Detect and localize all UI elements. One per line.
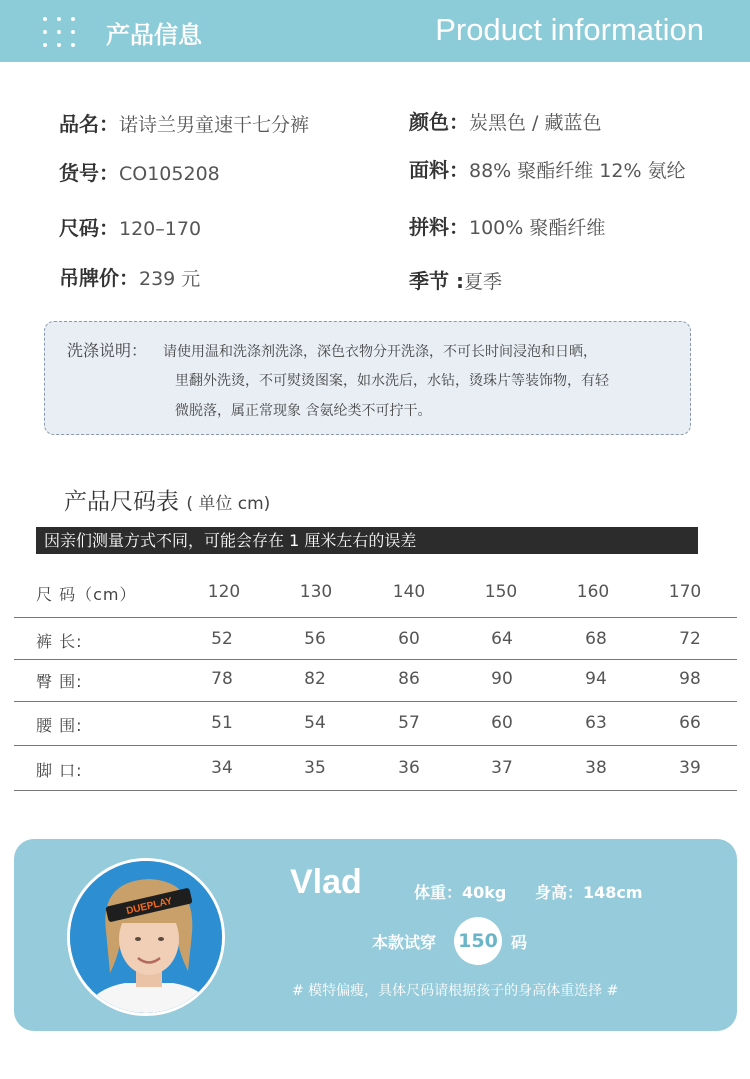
table-cell: 35 [304, 758, 326, 778]
table-cell: 38 [585, 758, 607, 778]
info-size: 尺码：120–170 [59, 216, 202, 240]
table-cell: 68 [585, 629, 607, 649]
table-cell: 86 [398, 669, 420, 689]
table-cell: 60 [491, 713, 513, 733]
table-cell: 54 [304, 713, 326, 733]
page-header [0, 0, 750, 62]
size-header-label: 尺 码（cm） [36, 585, 137, 604]
table-divider [14, 701, 737, 702]
table-cell: 94 [585, 669, 607, 689]
table-cell: 60 [398, 629, 420, 649]
size-chart-title: 产品尺码表 ( 单位 cm) [64, 489, 271, 515]
table-cell: 90 [491, 669, 513, 689]
table-cell: 37 [491, 758, 513, 778]
table-cell: 72 [679, 629, 701, 649]
table-cell: 56 [304, 629, 326, 649]
wash-instructions-box [44, 321, 691, 435]
info-price: 吊牌价：239 元 [59, 266, 201, 290]
info-sku: 货号：CO105208 [59, 161, 220, 185]
info-panel: 拼料：100% 聚酯纤维 [409, 215, 606, 239]
table-row [14, 713, 737, 757]
headband-logo-text: DUEPLAY [125, 895, 174, 918]
table-divider [14, 659, 737, 660]
table-divider [14, 617, 737, 618]
try-on-size-badge: 150 [454, 917, 502, 965]
table-cell: 39 [679, 758, 701, 778]
size-col-header: 120 [207, 582, 241, 602]
table-cell: 63 [585, 713, 607, 733]
size-col-header: 160 [576, 582, 610, 602]
wash-label: 洗涤说明： [67, 341, 148, 360]
row-label: 腰 围: [36, 716, 83, 735]
size-col-header: 150 [484, 582, 518, 602]
table-row [14, 758, 737, 802]
model-size-note: # 模特偏瘦，具体尺码请根据孩子的身高体重选择 # [292, 983, 619, 999]
model-height: 身高：148cm [535, 883, 643, 902]
model-photo-illustration [70, 861, 225, 1016]
info-color: 颜色：炭黑色 / 藏蓝色 [409, 110, 602, 134]
model-avatar [67, 858, 225, 1016]
table-divider [14, 745, 737, 746]
model-card [14, 839, 737, 1031]
table-divider [14, 790, 737, 791]
header-title-en: Product information [435, 12, 704, 47]
table-cell: 66 [679, 713, 701, 733]
table-cell: 36 [398, 758, 420, 778]
table-row [14, 669, 737, 713]
table-cell: 98 [679, 669, 701, 689]
info-name: 品名：诺诗兰男童速干七分裤 [59, 112, 310, 136]
table-cell: 64 [491, 629, 513, 649]
wash-line-2: 里翻外洗烫，不可熨烫图案，如水洗后，水钻，烫珠片等装饰物，有轻 [175, 373, 609, 389]
measurement-notice: 因亲们测量方式不同，可能会存在 1 厘米左右的误差 [36, 527, 698, 554]
table-cell: 34 [211, 758, 233, 778]
try-on-unit: 码 [511, 933, 528, 952]
table-cell: 78 [211, 669, 233, 689]
info-fabric: 面料：88% 聚酯纤维 12% 氨纶 [409, 158, 686, 182]
row-label: 脚 口: [36, 761, 83, 780]
size-col-header: 130 [299, 582, 333, 602]
info-season: 季节 :夏季 [409, 269, 502, 293]
grid-menu-icon [43, 17, 75, 47]
size-header-row [14, 582, 737, 626]
try-on-label: 本款试穿 [372, 933, 437, 952]
table-cell: 52 [211, 629, 233, 649]
size-col-header: 170 [668, 582, 702, 602]
model-weight: 体重：40kg [414, 883, 507, 902]
wash-line-3: 微脱落，属正常现象 含氨纶类不可拧干。 [175, 403, 432, 419]
row-label: 裤 长: [36, 632, 83, 651]
table-cell: 82 [304, 669, 326, 689]
table-row [14, 629, 737, 673]
table-cell: 57 [398, 713, 420, 733]
table-cell: 51 [211, 713, 233, 733]
wash-line-1: 请使用温和洗涤剂洗涤，深色衣物分开洗涤，不可长时间浸泡和日晒， [163, 344, 597, 360]
row-label: 臀 围: [36, 672, 83, 691]
model-name: Vlad [290, 863, 362, 901]
size-col-header: 140 [392, 582, 426, 602]
header-title-cn: 产品信息 [106, 21, 202, 49]
